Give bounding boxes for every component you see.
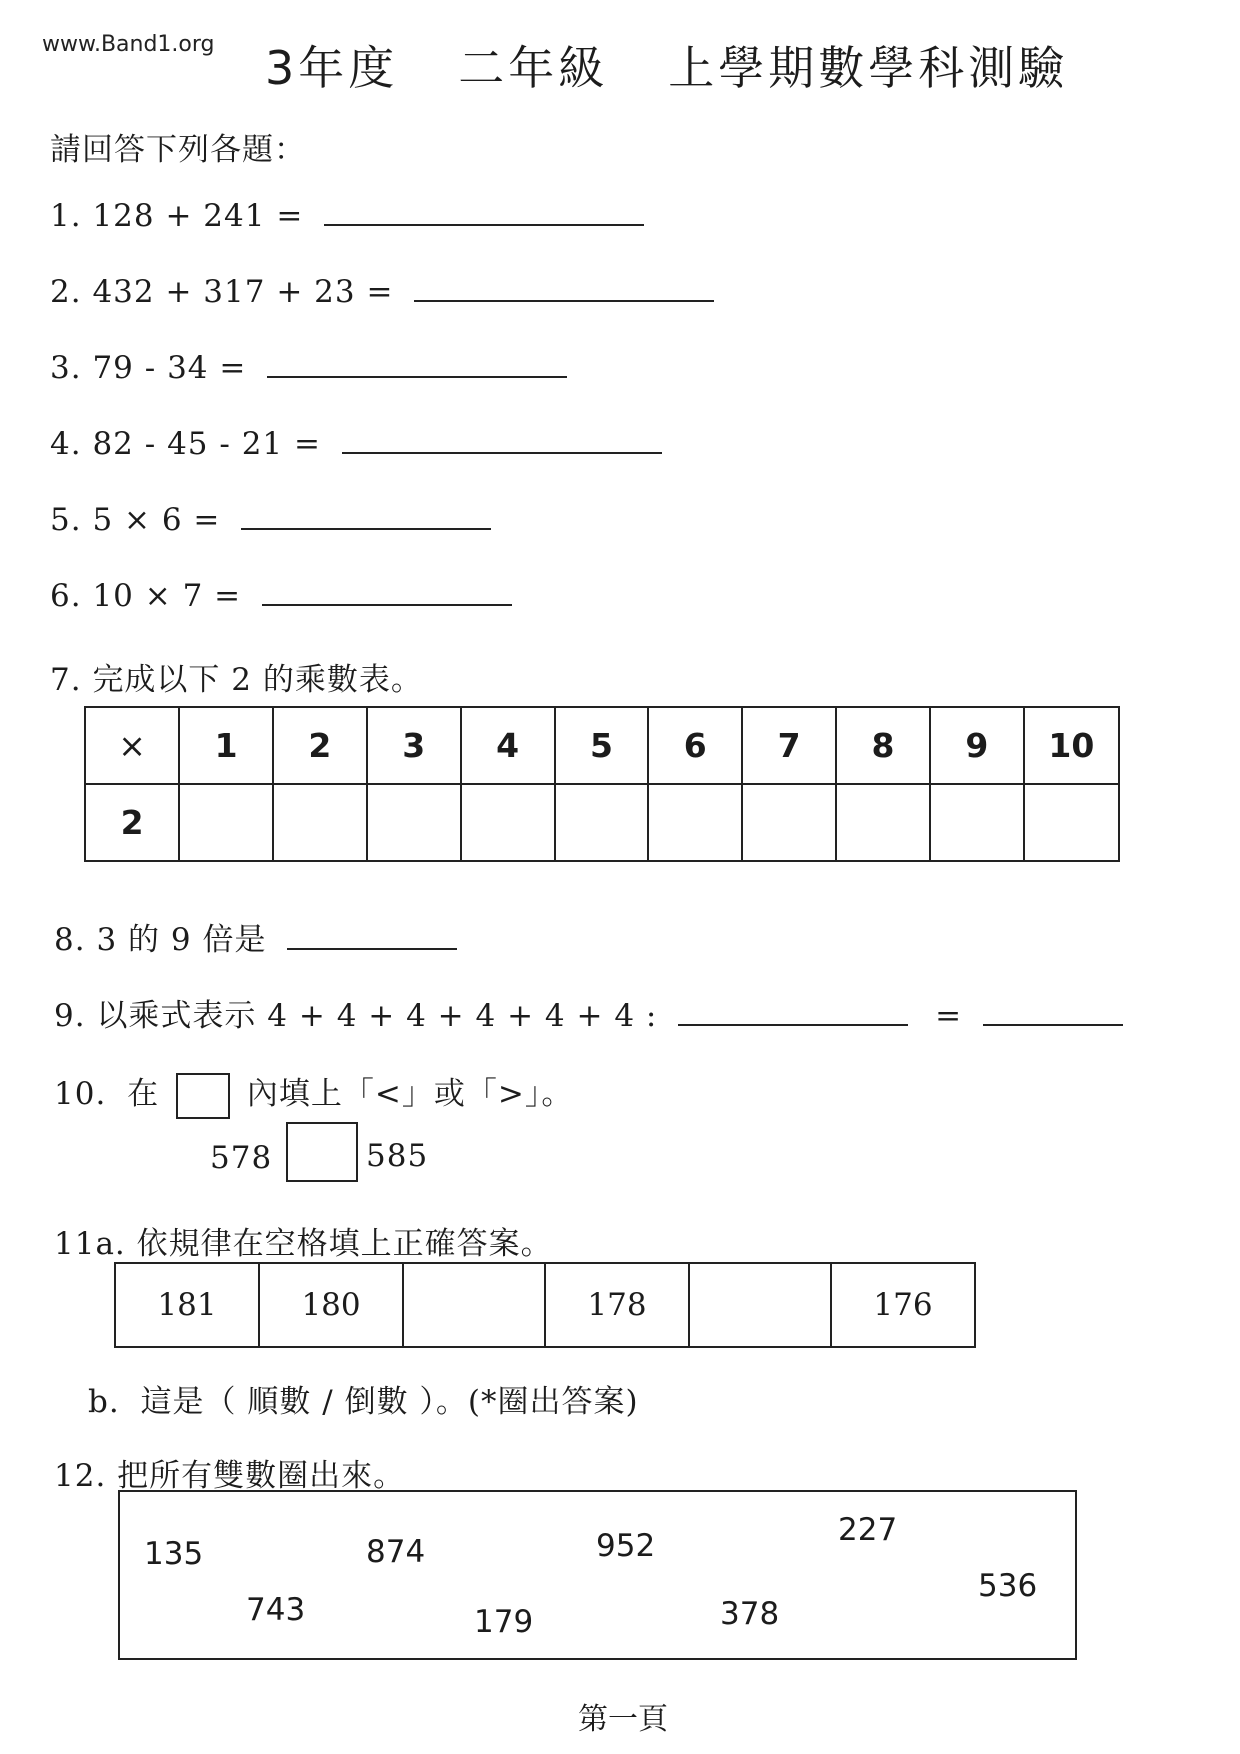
- sequence-cell: 176: [831, 1263, 975, 1347]
- table-cell: 2: [273, 707, 367, 784]
- answer-blank[interactable]: [342, 430, 662, 454]
- question-number: 7.: [50, 662, 82, 698]
- question-text: 把所有雙數圈出來。: [117, 1458, 406, 1494]
- page-footer: 第一頁: [578, 1702, 668, 1737]
- sequence-cell: 180: [259, 1263, 403, 1347]
- page-title: [265, 32, 1068, 98]
- sequence-cell: 181: [115, 1263, 259, 1347]
- question-number: b.: [88, 1384, 120, 1420]
- question-9: [54, 990, 1123, 1035]
- number-choice[interactable]: 135: [144, 1536, 204, 1572]
- question-10: [54, 1068, 573, 1119]
- question-3: [50, 350, 567, 386]
- question-7: [50, 654, 423, 699]
- question-6: [50, 578, 512, 614]
- question-number: 8.: [54, 922, 86, 958]
- answer-blank[interactable]: [983, 1002, 1123, 1026]
- even-numbers-box: [118, 1490, 1077, 1660]
- table-cell: 4: [461, 707, 555, 784]
- table-row-label: 2: [85, 784, 179, 861]
- question-text: 依規律在空格填上正確答案。: [136, 1226, 553, 1262]
- question-number: 9.: [54, 998, 86, 1034]
- answer-blank[interactable]: [287, 926, 457, 950]
- question-number: 2.: [50, 274, 82, 310]
- question-number: 4.: [50, 426, 82, 462]
- answer-cell[interactable]: [930, 784, 1024, 861]
- question-number: 12.: [54, 1458, 107, 1494]
- question-1: [50, 198, 644, 234]
- question-text: 以乘式表示 4 + 4 + 4 + 4 + 4 + 4 :: [96, 998, 658, 1034]
- number-choice[interactable]: 536: [978, 1568, 1038, 1604]
- compare-right-number: 585: [366, 1138, 429, 1174]
- compare-left-number: 578: [210, 1140, 273, 1176]
- number-choice[interactable]: 378: [720, 1596, 780, 1632]
- number-choice[interactable]: 227: [838, 1512, 898, 1548]
- table-answer-row: [85, 784, 1119, 861]
- answer-cell[interactable]: [367, 784, 461, 861]
- question-11b: [88, 1376, 639, 1421]
- question-number: 3.: [50, 350, 82, 386]
- answer-blank[interactable]: [414, 278, 714, 302]
- question-number: 11a.: [54, 1226, 126, 1262]
- answer-cell[interactable]: [1024, 784, 1119, 861]
- question-number: 1.: [50, 198, 82, 234]
- answer-cell[interactable]: [461, 784, 555, 861]
- table-cell: 1: [179, 707, 273, 784]
- title-year: 3年度: [265, 41, 399, 95]
- question-number: 6.: [50, 578, 82, 614]
- table-cell: 7: [742, 707, 836, 784]
- answer-blank[interactable]: [262, 582, 512, 606]
- answer-blank[interactable]: [267, 354, 567, 378]
- table-cell: 9: [930, 707, 1024, 784]
- sequence-table: [114, 1262, 976, 1348]
- answer-cell[interactable]: [742, 784, 836, 861]
- answer-cell[interactable]: [179, 784, 273, 861]
- title-grade: 二年級: [458, 41, 609, 95]
- sequence-blank-cell[interactable]: [689, 1263, 831, 1347]
- table-cell: 8: [836, 707, 930, 784]
- answer-cell[interactable]: [836, 784, 930, 861]
- question-text: 79 - 34 =: [92, 350, 247, 386]
- table-header-row: [85, 707, 1119, 784]
- question-text: 完成以下 2 的乘數表。: [92, 662, 423, 698]
- question-text-before: 在: [127, 1076, 160, 1112]
- number-choice[interactable]: 179: [474, 1604, 534, 1640]
- sequence-blank-cell[interactable]: [403, 1263, 545, 1347]
- question-5: [50, 502, 491, 538]
- question-4: [50, 426, 662, 462]
- table-cell: 6: [648, 707, 742, 784]
- multiplication-table: [84, 706, 1120, 862]
- answer-cell[interactable]: [555, 784, 649, 861]
- sequence-cell: 178: [545, 1263, 689, 1347]
- question-2: [50, 274, 714, 310]
- question-text: 這是（ 順數 / 倒數 ）。(*圈出答案): [140, 1384, 639, 1420]
- answer-cell[interactable]: [648, 784, 742, 861]
- example-box: [176, 1073, 230, 1119]
- table-cell: 10: [1024, 707, 1119, 784]
- title-subject: 上學期數學科測驗: [668, 41, 1069, 95]
- question-text: 128 + 241 =: [92, 198, 304, 234]
- equals-sign: =: [935, 998, 963, 1034]
- question-number: 5.: [50, 502, 82, 538]
- table-cell: ×: [85, 707, 179, 784]
- table-cell: 3: [367, 707, 461, 784]
- question-11a: [54, 1218, 553, 1263]
- question-text: 10 × 7 =: [92, 578, 242, 614]
- question-text: 3 的 9 倍是: [96, 922, 267, 958]
- answer-cell[interactable]: [273, 784, 367, 861]
- answer-blank[interactable]: [324, 202, 644, 226]
- question-text-after: 內填上「<」或「>」。: [246, 1076, 574, 1112]
- question-text: 5 × 6 =: [92, 502, 221, 538]
- compare-answer-box[interactable]: [286, 1122, 358, 1182]
- question-text: 82 - 45 - 21 =: [92, 426, 321, 462]
- site-watermark: www.Band1.org: [42, 32, 215, 57]
- number-choice[interactable]: 952: [596, 1528, 656, 1564]
- question-12: [54, 1450, 405, 1495]
- question-text: 432 + 317 + 23 =: [92, 274, 394, 310]
- expression-blank[interactable]: [678, 1002, 908, 1026]
- answer-blank[interactable]: [241, 506, 491, 530]
- question-number: 10.: [54, 1076, 107, 1112]
- table-cell: 5: [555, 707, 649, 784]
- instruction: 請回答下列各題：: [50, 132, 306, 168]
- number-choice[interactable]: 874: [366, 1534, 426, 1570]
- number-choice[interactable]: 743: [246, 1592, 306, 1628]
- question-8: [54, 914, 457, 959]
